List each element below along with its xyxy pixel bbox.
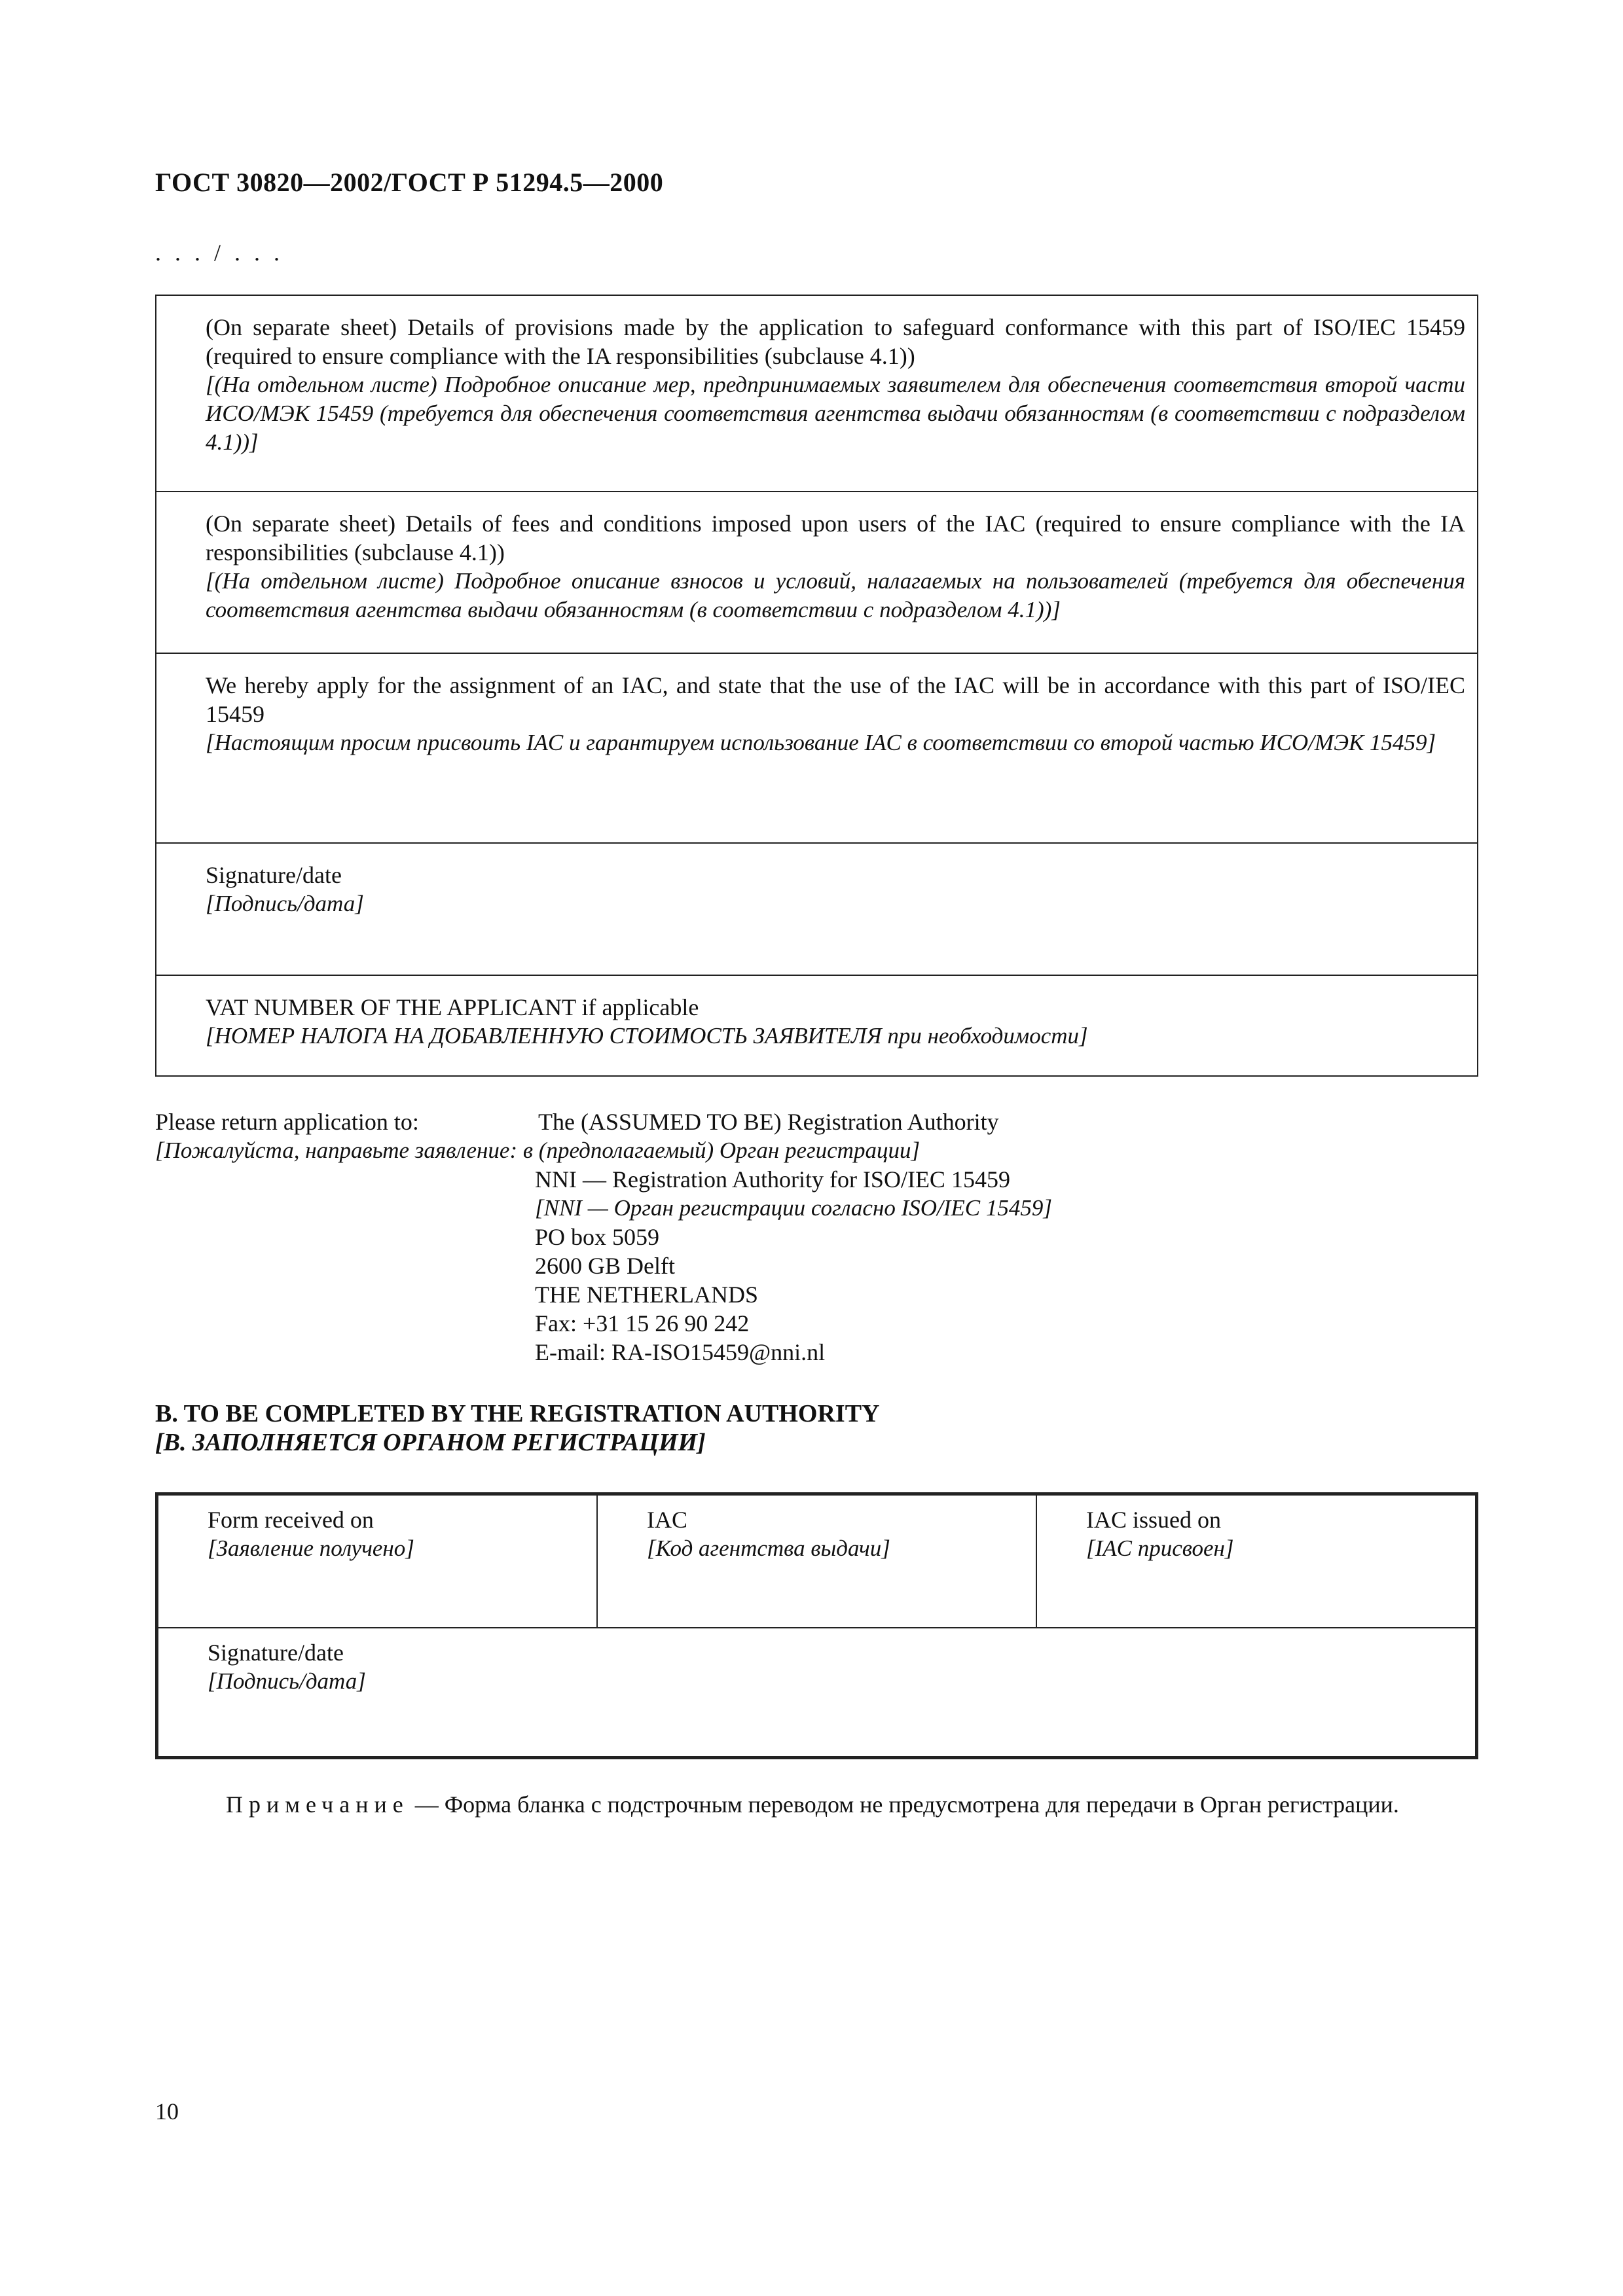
row-text-en: VAT NUMBER OF THE APPLICANT if applicable: [206, 994, 699, 1020]
section-b-title-ru: [В. ЗАПОЛНЯЕТСЯ ОРГАНОМ РЕГИСТРАЦИИ]: [155, 1429, 706, 1456]
form-row-provisions: [156, 296, 1477, 492]
po-box: PO box 5059: [535, 1224, 660, 1250]
row-text-ru: [(На отдельном листе) Подробное описание взносов и условий, налагаемых на пользователей (требуется для обеспечения соответствия агентства выдачи обязанностям (в соответствии с подразделом 4.1))]: [206, 568, 1465, 622]
row-text-ru: [(На отдельном листе) Подробное описание мер, предпринимаемых заявителем для обеспечения соответствия второй части ИСО/МЭК 15459 (требуется для обеспечения соответствия агентства выдачи обязанностям (в соответствии с подразделом 4.1))]: [206, 372, 1465, 455]
note-paragraph: [155, 1790, 1478, 1819]
page-number: 10: [155, 2098, 179, 2125]
cell-label-ru: [Код агентства выдачи]: [647, 1535, 890, 1561]
cell-label-en: Signature/date: [208, 1640, 344, 1666]
application-form-table: [155, 295, 1478, 1077]
cell-iac-issued: [1037, 1496, 1475, 1627]
return-label: Please return application to:: [155, 1109, 419, 1135]
email-address: E-mail: RA-ISO15459@nni.nl: [535, 1339, 826, 1365]
note-text: — Форма бланка с подстрочным переводом не предусмотрена для передачи в Орган регистрации.: [409, 1791, 1399, 1818]
row-text-en: (On separate sheet) Details of fees and conditions imposed upon users of the IAC (required to ensure compliance with the IA responsibilities (subclause 4.1)): [206, 511, 1465, 565]
section-b-heading: [155, 1399, 880, 1457]
return-label-ru: [Пожалуйста, направьте заявление: в (предполагаемый) Орган регистрации]: [155, 1138, 921, 1163]
registration-authority-table: [155, 1492, 1478, 1759]
row-text-ru: [Настоящим просим присвоить IAC и гарантируем использование IAC в соответствии со второй частью ИСО/МЭК 15459]: [206, 730, 1436, 755]
organization-name-ru: [NNI — Орган регистрации согласно ISO/IEC 15459]: [535, 1195, 1052, 1221]
cell-label-ru: [IAC присвоен]: [1086, 1535, 1234, 1561]
form-row-signature: [156, 844, 1477, 976]
cell-label-ru: [Заявление получено]: [208, 1535, 414, 1561]
authority-name: The (ASSUMED TO BE) Registration Authority: [538, 1109, 999, 1135]
cell-label-en: IAC: [647, 1507, 687, 1533]
cell-form-received: [158, 1496, 598, 1627]
organization-name: NNI — Registration Authority for ISO/IEC 15459: [535, 1166, 1010, 1193]
form-row-vat-number: [156, 976, 1477, 1075]
row-text-en: Signature/date: [206, 862, 342, 888]
page-header: ГОСТ 30820—2002/ГОСТ Р 51294.5—2000: [155, 168, 664, 197]
form-row-application-statement: [156, 654, 1477, 844]
fax-number: Fax: +31 15 26 90 242: [535, 1310, 750, 1336]
cell-label-en: Form received on: [208, 1507, 374, 1533]
row-text-en: We hereby apply for the assignment of an IAC, and state that the use of the IAC will be in accordance with this part of ISO/IEC 15459: [206, 672, 1465, 727]
cell-label-en: IAC issued on: [1086, 1507, 1221, 1533]
form-row-fees: [156, 492, 1477, 654]
cell-label-ru: [Подпись/дата]: [208, 1668, 366, 1694]
cell-ra-signature: [158, 1628, 1475, 1696]
section-b-title: B. TO BE COMPLETED BY THE REGISTRATION AUTHORITY: [155, 1400, 880, 1427]
cell-iac: [598, 1496, 1037, 1627]
row-text-ru: [НОМЕР НАЛОГА НА ДОБАВЛЕННУЮ СТОИМОСТЬ ЗАЯВИТЕЛЯ при необходимости]: [206, 1023, 1088, 1049]
continuation-mark: . . . / . . .: [155, 240, 284, 266]
row-text-ru: [Подпись/дата]: [206, 891, 364, 916]
return-address-block: [155, 1107, 1478, 1367]
city: 2600 GB Delft: [535, 1253, 675, 1279]
country: THE NETHERLANDS: [535, 1282, 758, 1308]
note-label: Примечание: [226, 1791, 409, 1818]
row-text-en: (On separate sheet) Details of provisions made by the application to safeguard conformance with this part of ISO/IEC 15459 (required to ensure compliance with the IA responsibilities (subclause 4.1)): [206, 314, 1465, 369]
